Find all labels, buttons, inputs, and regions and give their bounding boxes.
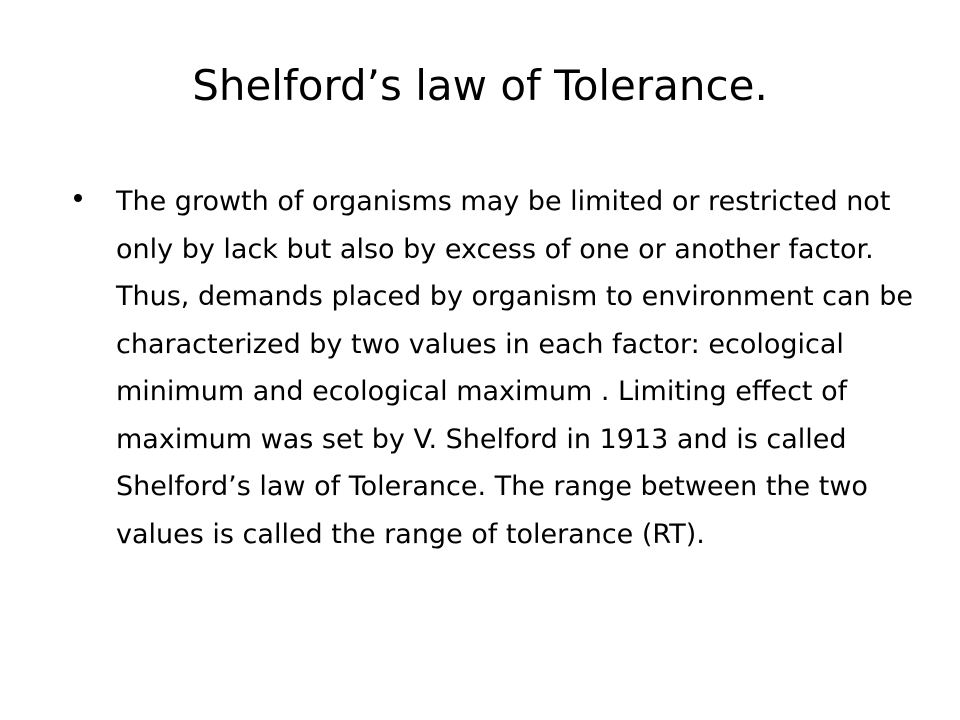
bullet-item bbox=[116, 178, 916, 558]
bullet-marker-icon bbox=[74, 194, 82, 202]
bullet-text: The growth of organisms may be limited or restricted not only by lack but also by excess of one or another factor. Thus, demands placed by organism to environment can be characterized by two values in each factor: ecological minimum and ecological maximum . Limiting effect of maximum was set by V. Shelford in 1913 and is called Shelford’s law of Tolerance. The range between the two values is called the range of tolerance (RT). bbox=[116, 186, 913, 550]
bullet-list bbox=[116, 178, 916, 558]
slide-title: Shelford’s law of Tolerance. bbox=[192, 61, 768, 110]
